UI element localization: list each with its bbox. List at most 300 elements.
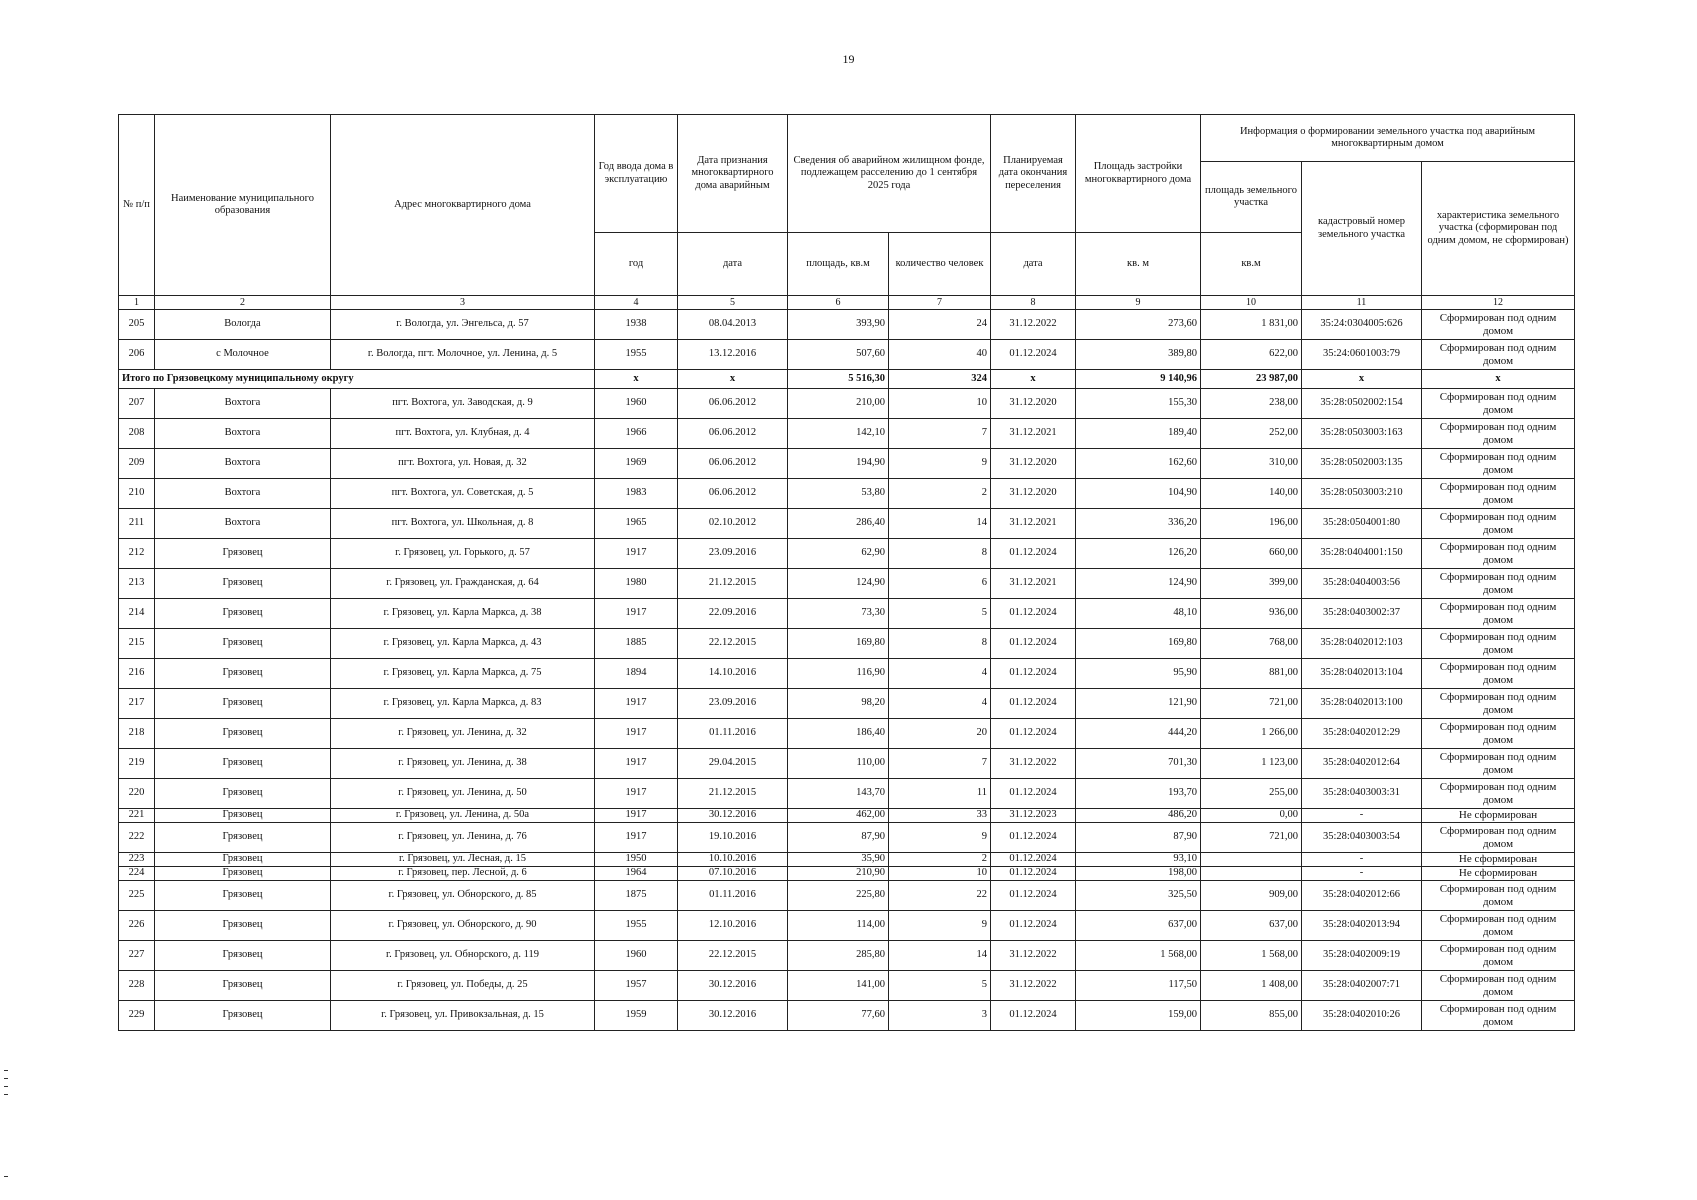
scan-margin-mark — [4, 1094, 8, 1095]
cell-land-char: Сформирован под одним домом — [1422, 1001, 1575, 1031]
cell-cadastral: 35:28:0504001:80 — [1302, 509, 1422, 539]
cell-land-area: 1 266,00 — [1201, 719, 1302, 749]
unit-date: дата — [678, 233, 788, 296]
table-row — [119, 809, 1575, 823]
table-row — [119, 629, 1575, 659]
column-number: 3 — [331, 296, 595, 310]
cell-area: 285,80 — [788, 941, 889, 971]
cell-municipality: Грязовец — [155, 599, 331, 629]
cell-year-built: 1917 — [595, 599, 678, 629]
cell-land-char: Сформирован под одним домом — [1422, 823, 1575, 853]
cell-people: 22 — [889, 881, 991, 911]
cell-area: 35,90 — [788, 853, 889, 867]
cell-year-built: 1917 — [595, 749, 678, 779]
cell-area: 210,90 — [788, 867, 889, 881]
cell-built-area: 126,20 — [1076, 539, 1201, 569]
cell-land-area: 721,00 — [1201, 689, 1302, 719]
unit-land-area: кв.м — [1201, 233, 1302, 296]
cell-num: 205 — [119, 310, 155, 340]
cell-land-char: Сформирован под одним домом — [1422, 941, 1575, 971]
cell-year-built: 1950 — [595, 853, 678, 867]
cell-planned-date: 31.12.2020 — [991, 449, 1076, 479]
cell-people: 8 — [889, 629, 991, 659]
cell-land-area — [1201, 867, 1302, 881]
cell-municipality: Грязовец — [155, 881, 331, 911]
table-row — [119, 419, 1575, 449]
cell-area: 186,40 — [788, 719, 889, 749]
cell-year-built: 1917 — [595, 779, 678, 809]
cell-municipality: Вохтога — [155, 389, 331, 419]
cell-planned-date: 01.12.2024 — [991, 659, 1076, 689]
cell-address: г. Грязовец, ул. Ленина, д. 38 — [331, 749, 595, 779]
scan-margin-mark — [4, 1086, 8, 1087]
cell-land-char: Сформирован под одним домом — [1422, 389, 1575, 419]
table-row — [119, 823, 1575, 853]
cell-built-area: 486,20 — [1076, 809, 1201, 823]
cell-area: 62,90 — [788, 539, 889, 569]
cell-emergency-date: 01.11.2016 — [678, 719, 788, 749]
table-row — [119, 689, 1575, 719]
cell-people: 2 — [889, 479, 991, 509]
cell-area: 194,90 — [788, 449, 889, 479]
cell-emergency-date: 23.09.2016 — [678, 689, 788, 719]
unit-built-area: кв. м — [1076, 233, 1201, 296]
cell-num: 218 — [119, 719, 155, 749]
header-emergency-fund: Сведения об аварийном жилищном фонде, подлежащем расселению до 1 сентября 2025 года — [788, 115, 991, 233]
cell-address: г. Грязовец, ул. Ленина, д. 32 — [331, 719, 595, 749]
cell-area: 507,60 — [788, 340, 889, 370]
cell-land-char: Сформирован под одним домом — [1422, 881, 1575, 911]
cell-emergency-date: 06.06.2012 — [678, 419, 788, 449]
unit-planned-date: дата — [991, 233, 1076, 296]
total-label: Итого по Грязовецкому муниципальному округу — [119, 370, 595, 389]
cell-area: 141,00 — [788, 971, 889, 1001]
cell-land-area: 0,00 — [1201, 809, 1302, 823]
cell-num: 209 — [119, 449, 155, 479]
cell-area: 169,80 — [788, 629, 889, 659]
cell-built-area: 444,20 — [1076, 719, 1201, 749]
cell-cadastral: 35:28:0503003:210 — [1302, 479, 1422, 509]
cell-land-area: 252,00 — [1201, 419, 1302, 449]
cell-built-area: 48,10 — [1076, 599, 1201, 629]
cell-land-area — [1201, 853, 1302, 867]
cell-address: г. Грязовец, пер. Лесной, д. 6 — [331, 867, 595, 881]
cell-land-char: Сформирован под одним домом — [1422, 971, 1575, 1001]
cell-people: 5 — [889, 599, 991, 629]
cell-land-area: 721,00 — [1201, 823, 1302, 853]
cell-area: 124,90 — [788, 569, 889, 599]
cell-cadastral: 35:28:0403003:54 — [1302, 823, 1422, 853]
header-planned-date: Планируемая дата окончания переселения — [991, 115, 1076, 233]
cell-year-built: 1917 — [595, 809, 678, 823]
cell-num: 220 — [119, 779, 155, 809]
cell-planned-date: 01.12.2024 — [991, 340, 1076, 370]
cell-address: г. Грязовец, ул. Ленина, д. 50 — [331, 779, 595, 809]
cell-cadastral: 35:28:0502003:135 — [1302, 449, 1422, 479]
total-cadastral: x — [1302, 370, 1422, 389]
cell-num: 226 — [119, 911, 155, 941]
cell-built-area: 193,70 — [1076, 779, 1201, 809]
cell-emergency-date: 22.09.2016 — [678, 599, 788, 629]
cell-num: 219 — [119, 749, 155, 779]
table-row — [119, 389, 1575, 419]
cell-land-area: 310,00 — [1201, 449, 1302, 479]
cell-built-area: 325,50 — [1076, 881, 1201, 911]
column-number: 10 — [1201, 296, 1302, 310]
column-number: 4 — [595, 296, 678, 310]
table-row — [119, 449, 1575, 479]
cell-built-area: 117,50 — [1076, 971, 1201, 1001]
table-row — [119, 911, 1575, 941]
cell-cadastral: 35:28:0402013:104 — [1302, 659, 1422, 689]
cell-year-built: 1917 — [595, 823, 678, 853]
header-address: Адрес многоквартирного дома — [331, 115, 595, 296]
total-built-area: 9 140,96 — [1076, 370, 1201, 389]
cell-land-char: Сформирован под одним домом — [1422, 509, 1575, 539]
cell-cadastral: 35:28:0404001:150 — [1302, 539, 1422, 569]
cell-area: 73,30 — [788, 599, 889, 629]
cell-land-area: 1 123,00 — [1201, 749, 1302, 779]
cell-built-area: 121,90 — [1076, 689, 1201, 719]
cell-municipality: Грязовец — [155, 749, 331, 779]
cell-num: 215 — [119, 629, 155, 659]
cell-emergency-date: 21.12.2015 — [678, 569, 788, 599]
cell-planned-date: 31.12.2021 — [991, 569, 1076, 599]
cell-area: 462,00 — [788, 809, 889, 823]
table-row — [119, 867, 1575, 881]
cell-cadastral: 35:28:0402009:19 — [1302, 941, 1422, 971]
unit-area: площадь, кв.м — [788, 233, 889, 296]
cell-address: г. Грязовец, ул. Обнорского, д. 90 — [331, 911, 595, 941]
cell-year-built: 1959 — [595, 1001, 678, 1031]
cell-land-char: Сформирован под одним домом — [1422, 749, 1575, 779]
cell-municipality: Грязовец — [155, 689, 331, 719]
cell-num: 210 — [119, 479, 155, 509]
cell-land-char: Не сформирован — [1422, 809, 1575, 823]
cell-year-built: 1917 — [595, 539, 678, 569]
cell-planned-date: 31.12.2022 — [991, 310, 1076, 340]
cell-people: 10 — [889, 867, 991, 881]
cell-num: 207 — [119, 389, 155, 419]
total-area: 5 516,30 — [788, 370, 889, 389]
cell-year-built: 1875 — [595, 881, 678, 911]
cell-municipality: Вологда — [155, 310, 331, 340]
cell-area: 53,80 — [788, 479, 889, 509]
cell-emergency-date: 30.12.2016 — [678, 809, 788, 823]
cell-municipality: Грязовец — [155, 779, 331, 809]
cell-num: 208 — [119, 419, 155, 449]
cell-emergency-date: 22.12.2015 — [678, 629, 788, 659]
cell-num: 222 — [119, 823, 155, 853]
cell-cadastral: 35:28:0402012:103 — [1302, 629, 1422, 659]
cell-municipality: Грязовец — [155, 971, 331, 1001]
cell-municipality: Грязовец — [155, 853, 331, 867]
cell-area: 116,90 — [788, 659, 889, 689]
column-number: 5 — [678, 296, 788, 310]
cell-planned-date: 01.12.2024 — [991, 867, 1076, 881]
cell-num: 223 — [119, 853, 155, 867]
cell-planned-date: 01.12.2024 — [991, 539, 1076, 569]
cell-year-built: 1969 — [595, 449, 678, 479]
cell-people: 9 — [889, 449, 991, 479]
cell-planned-date: 01.12.2024 — [991, 689, 1076, 719]
cell-cadastral: 35:28:0402007:71 — [1302, 971, 1422, 1001]
cell-planned-date: 01.12.2024 — [991, 1001, 1076, 1031]
cell-planned-date: 01.12.2024 — [991, 823, 1076, 853]
column-number: 11 — [1302, 296, 1422, 310]
cell-num: 228 — [119, 971, 155, 1001]
cell-built-area: 155,30 — [1076, 389, 1201, 419]
cell-address: г. Грязовец, ул. Карла Маркса, д. 75 — [331, 659, 595, 689]
table-body — [119, 310, 1575, 1031]
cell-address: г. Грязовец, ул. Карла Маркса, д. 43 — [331, 629, 595, 659]
table-header — [119, 115, 1575, 310]
cell-num: 221 — [119, 809, 155, 823]
column-number: 8 — [991, 296, 1076, 310]
cell-land-area: 238,00 — [1201, 389, 1302, 419]
total-year: x — [595, 370, 678, 389]
cell-num: 206 — [119, 340, 155, 370]
cell-num: 229 — [119, 1001, 155, 1031]
cell-municipality: Грязовец — [155, 539, 331, 569]
cell-planned-date: 01.12.2024 — [991, 629, 1076, 659]
column-number: 9 — [1076, 296, 1201, 310]
cell-municipality: Грязовец — [155, 911, 331, 941]
cell-year-built: 1983 — [595, 479, 678, 509]
unit-people: количество человек — [889, 233, 991, 296]
page-number: 19 — [842, 52, 855, 66]
cell-num: 216 — [119, 659, 155, 689]
cell-people: 4 — [889, 659, 991, 689]
cell-people: 2 — [889, 853, 991, 867]
column-number: 7 — [889, 296, 991, 310]
scan-margin-mark — [4, 1176, 8, 1177]
cell-land-char: Сформирован под одним домом — [1422, 911, 1575, 941]
cell-municipality: с Молочное — [155, 340, 331, 370]
column-number-row — [119, 296, 1575, 310]
cell-land-area: 622,00 — [1201, 340, 1302, 370]
cell-address: г. Грязовец, ул. Ленина, д. 50а — [331, 809, 595, 823]
cell-emergency-date: 23.09.2016 — [678, 539, 788, 569]
table-row — [119, 509, 1575, 539]
cell-area: 286,40 — [788, 509, 889, 539]
cell-municipality: Грязовец — [155, 569, 331, 599]
cell-emergency-date: 06.06.2012 — [678, 449, 788, 479]
cell-area: 110,00 — [788, 749, 889, 779]
cell-built-area: 189,40 — [1076, 419, 1201, 449]
cell-area: 210,00 — [788, 389, 889, 419]
cell-area: 87,90 — [788, 823, 889, 853]
cell-land-area: 196,00 — [1201, 509, 1302, 539]
cell-built-area: 87,90 — [1076, 823, 1201, 853]
table-row — [119, 310, 1575, 340]
cell-emergency-date: 12.10.2016 — [678, 911, 788, 941]
cell-num: 213 — [119, 569, 155, 599]
cell-address: г. Грязовец, ул. Карла Маркса, д. 83 — [331, 689, 595, 719]
cell-planned-date: 31.12.2022 — [991, 749, 1076, 779]
cell-municipality: Грязовец — [155, 823, 331, 853]
cell-planned-date: 31.12.2021 — [991, 419, 1076, 449]
cell-land-char: Сформирован под одним домом — [1422, 310, 1575, 340]
cell-built-area: 159,00 — [1076, 1001, 1201, 1031]
cell-address: г. Вологда, пгт. Молочное, ул. Ленина, д. 5 — [331, 340, 595, 370]
cell-cadastral: 35:28:0402012:66 — [1302, 881, 1422, 911]
cell-cadastral: 35:28:0404003:56 — [1302, 569, 1422, 599]
header-cadastral: кадастровый номер земельного участка — [1302, 162, 1422, 296]
cell-land-area: 909,00 — [1201, 881, 1302, 911]
cell-address: г. Грязовец, ул. Победы, д. 25 — [331, 971, 595, 1001]
cell-land-area: 255,00 — [1201, 779, 1302, 809]
cell-built-area: 336,20 — [1076, 509, 1201, 539]
header-year-built: Год ввода дома в эксплуатацию — [595, 115, 678, 233]
cell-year-built: 1965 — [595, 509, 678, 539]
cell-emergency-date: 29.04.2015 — [678, 749, 788, 779]
cell-land-char: Сформирован под одним домом — [1422, 719, 1575, 749]
table-row — [119, 971, 1575, 1001]
table-row — [119, 659, 1575, 689]
scan-margin-mark — [4, 1078, 8, 1079]
cell-land-char: Сформирован под одним домом — [1422, 659, 1575, 689]
cell-planned-date: 31.12.2022 — [991, 941, 1076, 971]
cell-people: 7 — [889, 749, 991, 779]
cell-year-built: 1964 — [595, 867, 678, 881]
cell-year-built: 1917 — [595, 719, 678, 749]
cell-land-area: 399,00 — [1201, 569, 1302, 599]
cell-address: г. Грязовец, ул. Привокзальная, д. 15 — [331, 1001, 595, 1031]
cell-built-area: 93,10 — [1076, 853, 1201, 867]
cell-built-area: 273,60 — [1076, 310, 1201, 340]
cell-built-area: 104,90 — [1076, 479, 1201, 509]
cell-address: г. Вологда, ул. Энгельса, д. 57 — [331, 310, 595, 340]
column-number: 6 — [788, 296, 889, 310]
cell-num: 214 — [119, 599, 155, 629]
cell-planned-date: 31.12.2022 — [991, 971, 1076, 1001]
cell-planned-date: 01.12.2024 — [991, 881, 1076, 911]
table-row — [119, 853, 1575, 867]
cell-people: 11 — [889, 779, 991, 809]
cell-emergency-date: 10.10.2016 — [678, 853, 788, 867]
header-land-area: площадь земельного участка — [1201, 162, 1302, 233]
cell-emergency-date: 07.10.2016 — [678, 867, 788, 881]
cell-cadastral: 35:24:0601003:79 — [1302, 340, 1422, 370]
cell-land-char: Сформирован под одним домом — [1422, 340, 1575, 370]
cell-land-area: 936,00 — [1201, 599, 1302, 629]
cell-built-area: 389,80 — [1076, 340, 1201, 370]
table-row — [119, 1001, 1575, 1031]
cell-emergency-date: 02.10.2012 — [678, 509, 788, 539]
table-row — [119, 749, 1575, 779]
cell-municipality: Грязовец — [155, 941, 331, 971]
cell-planned-date: 31.12.2020 — [991, 389, 1076, 419]
cell-built-area: 124,90 — [1076, 569, 1201, 599]
cell-land-area: 1 831,00 — [1201, 310, 1302, 340]
cell-address: пгт. Вохтога, ул. Заводская, д. 9 — [331, 389, 595, 419]
table-row — [119, 719, 1575, 749]
cell-planned-date: 01.12.2024 — [991, 911, 1076, 941]
cell-municipality: Грязовец — [155, 629, 331, 659]
cell-people: 8 — [889, 539, 991, 569]
cell-land-area: 140,00 — [1201, 479, 1302, 509]
cell-municipality: Вохтога — [155, 419, 331, 449]
cell-people: 24 — [889, 310, 991, 340]
total-planned-date: x — [991, 370, 1076, 389]
cell-address: пгт. Вохтога, ул. Новая, д. 32 — [331, 449, 595, 479]
cell-area: 393,90 — [788, 310, 889, 340]
cell-people: 9 — [889, 911, 991, 941]
header-built-area: Площадь застройки многоквартирного дома — [1076, 115, 1201, 233]
cell-built-area: 637,00 — [1076, 911, 1201, 941]
column-number: 12 — [1422, 296, 1575, 310]
cell-municipality: Грязовец — [155, 659, 331, 689]
table-row — [119, 599, 1575, 629]
cell-address: г. Грязовец, ул. Лесная, д. 15 — [331, 853, 595, 867]
cell-municipality: Грязовец — [155, 719, 331, 749]
cell-num: 225 — [119, 881, 155, 911]
cell-land-area: 637,00 — [1201, 911, 1302, 941]
cell-cadastral: 35:28:0402013:94 — [1302, 911, 1422, 941]
cell-built-area: 162,60 — [1076, 449, 1201, 479]
cell-planned-date: 01.12.2024 — [991, 779, 1076, 809]
cell-area: 225,80 — [788, 881, 889, 911]
total-row — [119, 370, 1575, 389]
cell-land-char: Сформирован под одним домом — [1422, 689, 1575, 719]
cell-land-area: 1 408,00 — [1201, 971, 1302, 1001]
cell-emergency-date: 22.12.2015 — [678, 941, 788, 971]
cell-people: 33 — [889, 809, 991, 823]
total-people: 324 — [889, 370, 991, 389]
cell-cadastral: 35:24:0304005:626 — [1302, 310, 1422, 340]
cell-address: г. Грязовец, ул. Гражданская, д. 64 — [331, 569, 595, 599]
header-land-char: характеристика земельного участка (сформирован под одним домом, не сформирован) — [1422, 162, 1575, 296]
cell-built-area: 1 568,00 — [1076, 941, 1201, 971]
cell-address: г. Грязовец, ул. Карла Маркса, д. 38 — [331, 599, 595, 629]
header-emergency-date: Дата признания многоквартирного дома аварийным — [678, 115, 788, 233]
header-municipality: Наименование муниципального образования — [155, 115, 331, 296]
cell-area: 98,20 — [788, 689, 889, 719]
cell-emergency-date: 06.06.2012 — [678, 389, 788, 419]
cell-num: 212 — [119, 539, 155, 569]
cell-cadastral: 35:28:0402012:64 — [1302, 749, 1422, 779]
table-row — [119, 779, 1575, 809]
cell-municipality: Вохтога — [155, 449, 331, 479]
cell-cadastral: 35:28:0403002:37 — [1302, 599, 1422, 629]
cell-emergency-date: 19.10.2016 — [678, 823, 788, 853]
cell-planned-date: 31.12.2023 — [991, 809, 1076, 823]
total-emergency-date: x — [678, 370, 788, 389]
cell-year-built: 1960 — [595, 941, 678, 971]
cell-land-char: Сформирован под одним домом — [1422, 449, 1575, 479]
cell-people: 7 — [889, 419, 991, 449]
cell-built-area: 169,80 — [1076, 629, 1201, 659]
cell-num: 224 — [119, 867, 155, 881]
cell-year-built: 1955 — [595, 911, 678, 941]
cell-emergency-date: 06.06.2012 — [678, 479, 788, 509]
total-land-char: x — [1422, 370, 1575, 389]
cell-emergency-date: 30.12.2016 — [678, 1001, 788, 1031]
cell-people: 40 — [889, 340, 991, 370]
cell-planned-date: 01.12.2024 — [991, 853, 1076, 867]
cell-municipality: Вохтога — [155, 509, 331, 539]
cell-planned-date: 01.12.2024 — [991, 599, 1076, 629]
cell-emergency-date: 08.04.2013 — [678, 310, 788, 340]
cell-year-built: 1980 — [595, 569, 678, 599]
cell-address: пгт. Вохтога, ул. Школьная, д. 8 — [331, 509, 595, 539]
cell-built-area: 95,90 — [1076, 659, 1201, 689]
cell-address: г. Грязовец, ул. Обнорского, д. 85 — [331, 881, 595, 911]
cell-land-char: Сформирован под одним домом — [1422, 479, 1575, 509]
cell-year-built: 1885 — [595, 629, 678, 659]
cell-num: 217 — [119, 689, 155, 719]
